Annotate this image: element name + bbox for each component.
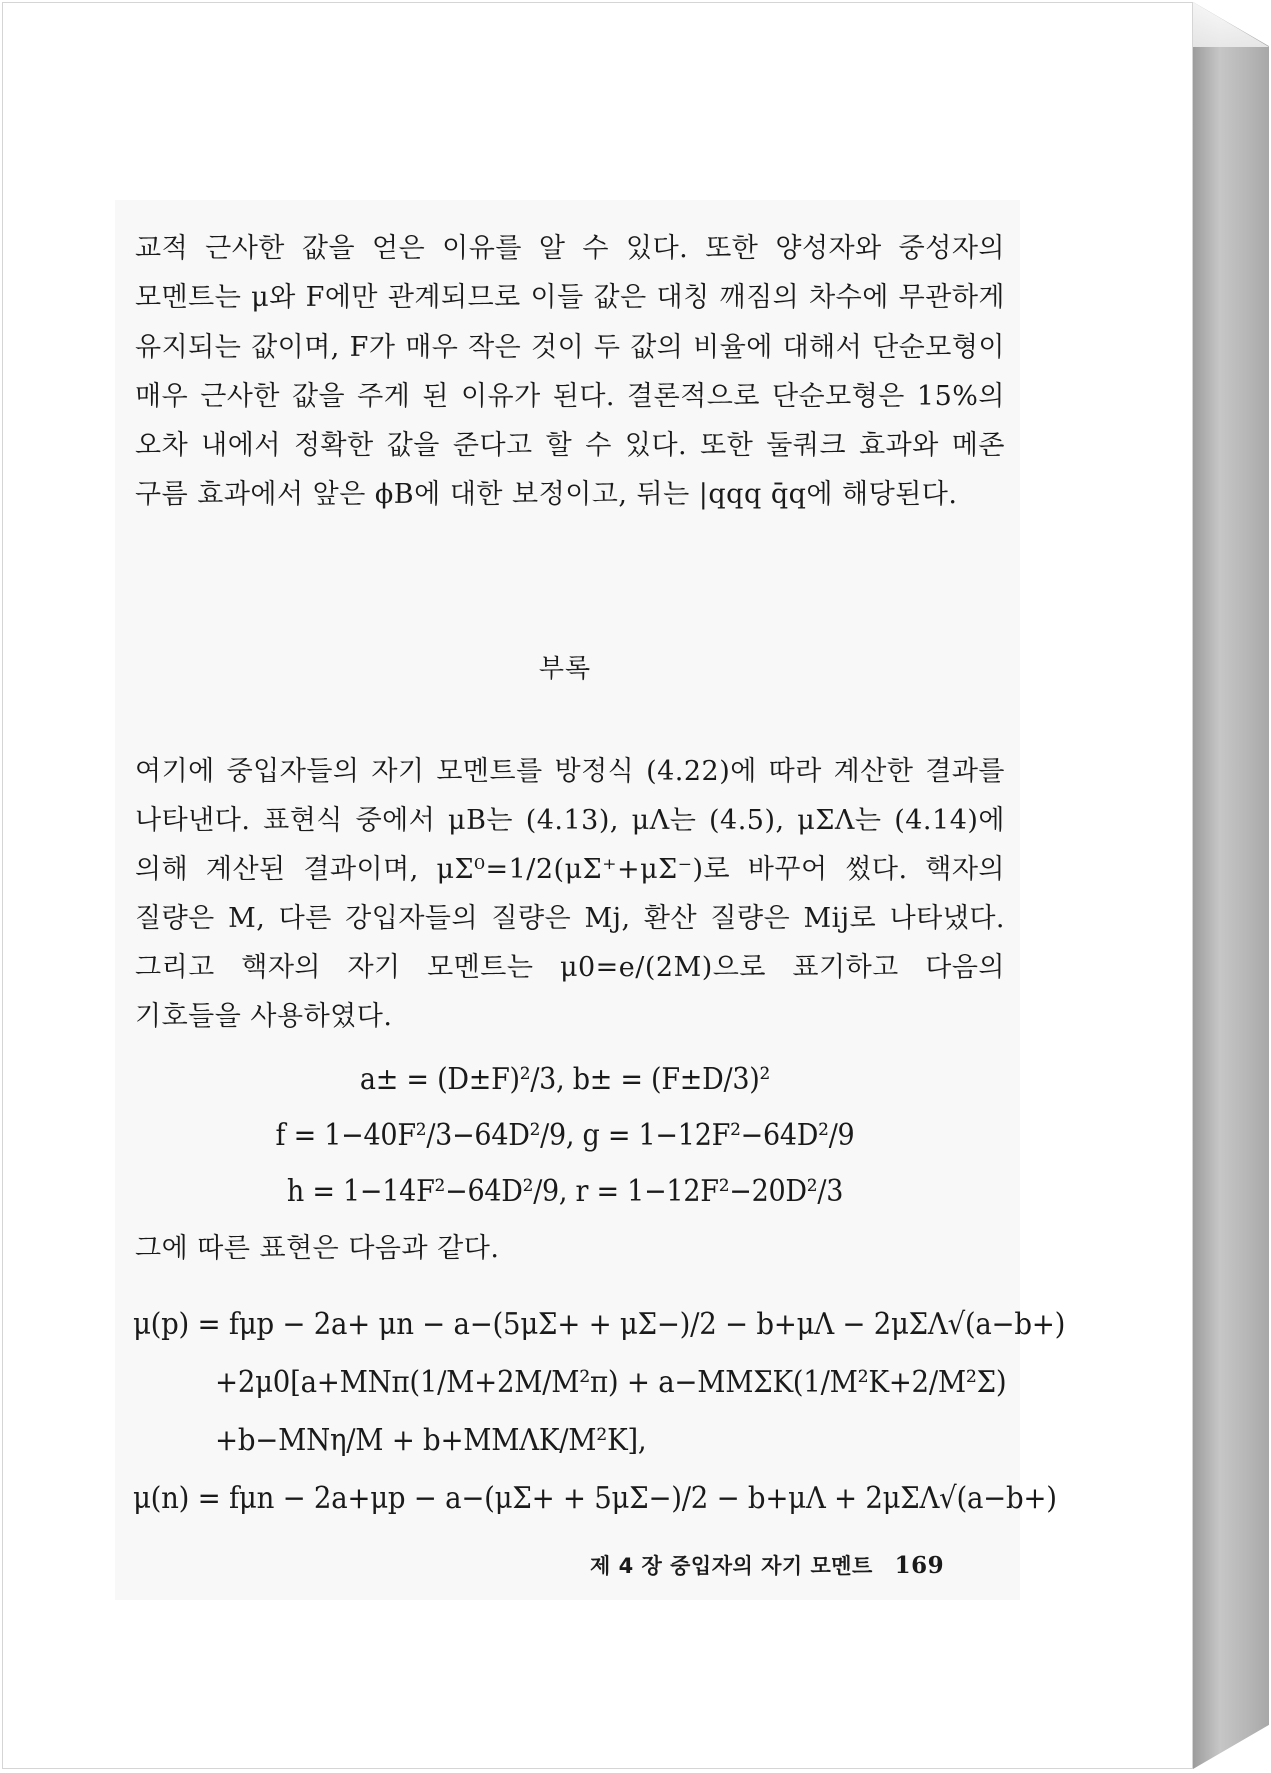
paragraph-continued: 교적 근사한 값을 얻은 이유를 알 수 있다. 또한 양성자와 중성자의 모멘트는 μ와 F에만 관계되므로 이들 값은 대칭 깨짐의 차수에 무관하게 유지되는 값이며, F가 매우 작은 것이 두 값의 비율에 대해서 단순모형이 매우 근사한 값을 주게 된 이유가 된다. 결론적으로 단순모형은 15%의 오차 내에서 정확한 값을 준다고 할 수 있다. 또한 둘쿼크 효과와 메존 구름 효과에서 앞은 ϕB에 대한 보정이고, 뒤는 |qqq q̄q에 해당된다. <box>135 233 1005 511</box>
chapter-title: 제 4 장 중입자의 자기 모멘트 <box>590 1554 873 1578</box>
page-footer <box>590 1550 944 1580</box>
symbol-definitions <box>0 1052 1130 1220</box>
definition-line-2: f = 1−40F²/3−64D²/9, g = 1−12F²−64D²/9 <box>275 1118 855 1153</box>
equation-proton-cont-2: +b−MNη/M + b+MMΛK/M²K], <box>215 1423 647 1458</box>
equations-block <box>133 1296 1066 1528</box>
equation-neutron: μ(n) = fμn − 2a+μp − a−(μΣ+ + 5μΣ−)/2 − b+μΛ + 2μΣΛ√(a−b+) <box>133 1481 1057 1516</box>
definition-line-3: h = 1−14F²−64D²/9, r = 1−12F²−20D²/3 <box>286 1174 844 1209</box>
appendix-paragraph: 여기에 중입자들의 자기 모멘트를 방정식 (4.22)에 따라 계산한 결과를 나타낸다. 표현식 중에서 μB는 (4.13), μΛ는 (4.5), μΣΛ는 (4.14)에 의해 계산된 결과이며, μΣ⁰=1/2(μΣ⁺+μΣ⁻)로 바꾸어 썼다. 핵자의 질량은 M, 다른 강입자들의 질량은 Mj, 환산 질량은 Mij로 나타냈다. 그리고 핵자의 자기 모멘트는 μ0=e/(2M)으로 표기하고 다음의 기호들을 사용하였다. <box>135 756 1005 1032</box>
page-edge <box>1193 2 1269 1769</box>
appendix-heading: 부록 <box>538 654 592 684</box>
page-number: 169 <box>894 1552 945 1579</box>
transition-sentence: 그에 따른 표현은 다음과 같다. <box>135 1233 500 1264</box>
definition-line-1: a± = (D±F)²/3, b± = (F±D/3)² <box>359 1062 771 1097</box>
equation-proton-cont-1: +2μ0[a+MNπ(1/M+2M/M²π) + a−MMΣK(1/M²K+2/M²Σ) <box>215 1365 1007 1400</box>
equation-proton: μ(p) = fμp − 2a+ μn − a−(5μΣ+ + μΣ−)/2 − b+μΛ − 2μΣΛ√(a−b+) <box>133 1307 1066 1342</box>
